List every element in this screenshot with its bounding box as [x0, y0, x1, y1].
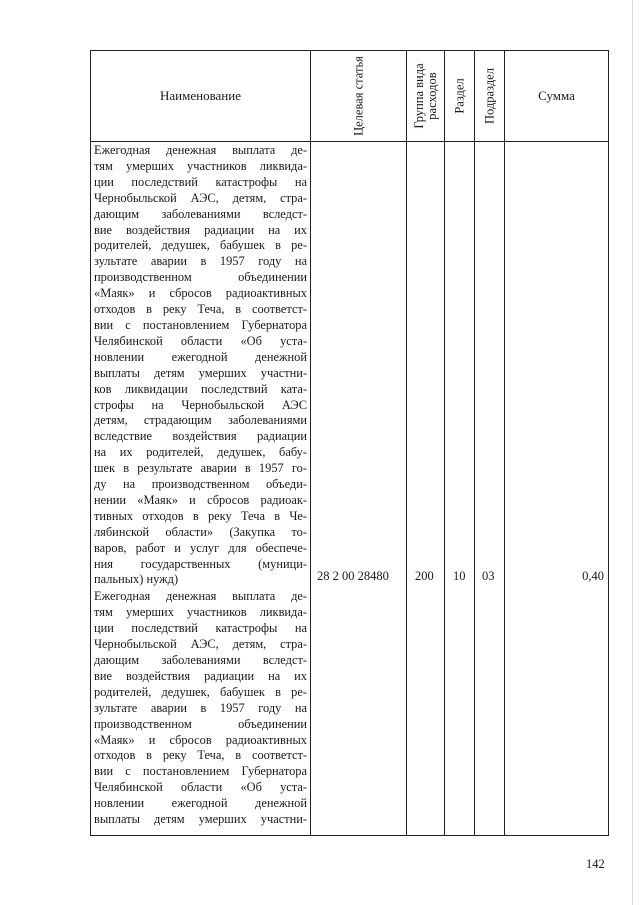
name-cell [91, 142, 311, 836]
description-line: Челябинской области «Об уста- [94, 333, 307, 348]
description-line: дающим заболеваниями вследст- [94, 206, 307, 221]
row1-subsection: 03 [482, 569, 495, 583]
description-line: производственном объединении [94, 716, 307, 731]
description-line: Ежегодная денежная выплата де- [94, 143, 307, 157]
description-line: ния государственных (муници- [94, 556, 307, 571]
description-line: новлении ежегодной денежной [94, 349, 307, 364]
description-line: Ежегодная денежная выплата де- [94, 589, 307, 604]
table-row [91, 142, 609, 836]
description-line: тям умерших участников ликвида- [94, 158, 307, 173]
description-line: вие воздействия радиации на их [94, 668, 307, 683]
description-line: вие воздействия радиации на их [94, 222, 307, 237]
description-line: ков ликвидации последствий ката- [94, 381, 307, 396]
header-group [407, 51, 445, 142]
row1-target: 28 2 00 28480 [317, 569, 389, 583]
header-section-label: Раздел [452, 78, 466, 114]
description-line: ции последствий катастрофы на [94, 174, 307, 189]
description-line: зультате аварии в 1957 году на [94, 700, 307, 715]
description-line: ду на производственном объеди- [94, 477, 307, 492]
description-line: вследствие воздействия радиации [94, 429, 307, 444]
header-group-label: Группа вида расходов [411, 63, 439, 129]
description-line: строфы на Чернобыльской АЭС [94, 397, 307, 412]
description-line: нении «Маяк» и сбросов радиоак- [94, 492, 307, 507]
budget-table [90, 50, 609, 836]
description-line: производственном объединении [94, 270, 307, 285]
description-line: родителей, дедушек, бабушек в ре- [94, 684, 307, 699]
header-target [311, 51, 407, 142]
header-subsection [475, 51, 505, 142]
description-line: Чернобыльской АЭС, детям, стра- [94, 637, 307, 652]
row1-section: 10 [453, 569, 466, 583]
description-line: вии с постановлением Губернатора [94, 764, 307, 779]
row1-group: 200 [415, 569, 434, 583]
table-header-row [91, 51, 609, 142]
description-line: отходов в реку Теча, в соответст- [94, 748, 307, 763]
header-name: Наименование [91, 51, 311, 142]
description-line: выплаты детям умерших участни- [94, 812, 307, 827]
section-cell [445, 142, 475, 836]
description-line: тям умерших участников ликвида- [94, 605, 307, 620]
group-cell [407, 142, 445, 836]
target-cell [311, 142, 407, 836]
description-line: «Маяк» и сбросов радиоактивных [94, 732, 307, 747]
description-line: шек в результате аварии в 1957 го- [94, 461, 307, 476]
sum-cell [505, 142, 609, 836]
row1-sum: 0,40 [582, 569, 604, 583]
description-line: пальных) нужд) [94, 572, 179, 587]
description-line: ции последствий катастрофы на [94, 621, 307, 636]
subsection-cell [475, 142, 505, 836]
description-line: родителей, дедушек, бабушек в ре- [94, 238, 307, 253]
description-line: отходов в реку Теча, в соответст- [94, 302, 307, 317]
description-line: вии с постановлением Губернатора [94, 317, 307, 332]
page-number: 142 [586, 857, 605, 871]
description-line: тивных отходов в реку Теча в Че- [94, 508, 307, 523]
description-line: дающим заболеваниями вследст- [94, 653, 307, 667]
header-sum: Сумма [505, 51, 609, 142]
page-edge-line [632, 0, 633, 905]
description-line: Чернобыльской АЭС, детям, стра- [94, 190, 307, 205]
row1-description [91, 142, 310, 588]
header-subsection-label: Подраздел [482, 68, 496, 124]
description-line: выплаты детям умерших участни- [94, 365, 307, 380]
description-line: на их родителей, дедушек, бабу- [94, 445, 307, 460]
description-line: зультате аварии в 1957 году на [94, 254, 307, 269]
description-line: детям, страдающим заболеваниями [94, 413, 307, 428]
description-line: «Маяк» и сбросов радиоактивных [94, 286, 307, 301]
header-section [445, 51, 475, 142]
description-line: Челябинской области «Об уста- [94, 780, 307, 795]
description-line: лябинской области» (Закупка то- [94, 524, 307, 539]
description-line: новлении ежегодной денежной [94, 796, 307, 811]
header-target-label: Целевая статья [351, 56, 365, 136]
description-line: варов, работ и услуг для обеспече- [94, 540, 307, 555]
row2-description [91, 588, 310, 828]
